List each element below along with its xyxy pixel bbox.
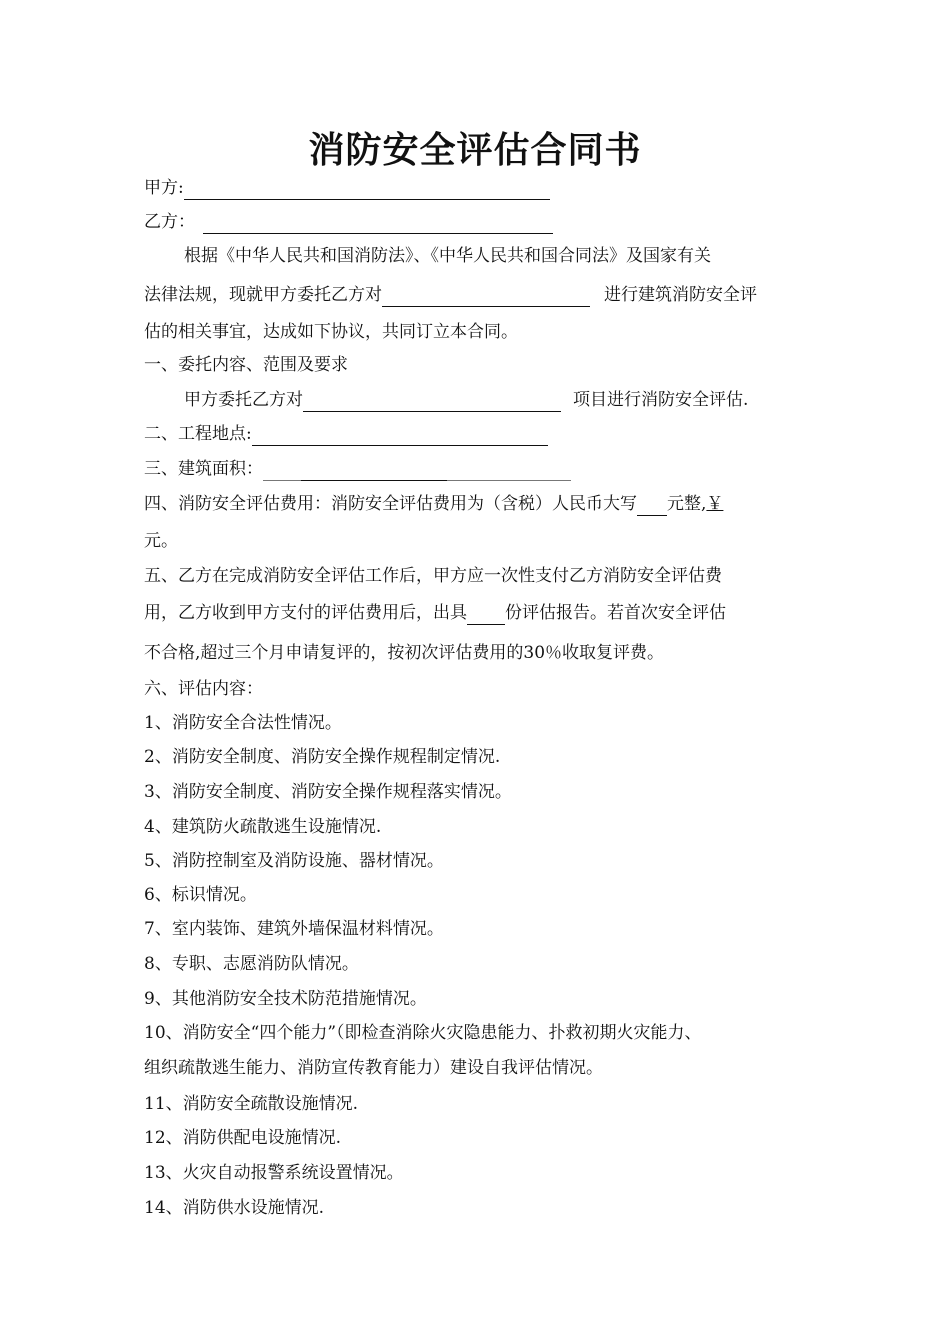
section-5-line-2 <box>144 601 814 625</box>
assessment-item-3: 3、消防安全制度、消防安全操作规程落实情况。 <box>144 782 512 802</box>
currency-symbol: ￥ <box>706 494 724 514</box>
section-2-label: 二、工程地点: <box>144 424 252 444</box>
assessment-item-10-cont: 组织疏散逃生能力、消防宣传教育能力）建设自我评估情况。 <box>144 1058 603 1078</box>
party-b-label: 乙方： <box>144 212 195 232</box>
assessment-item-9: 9、其他消防安全技术防范措施情况。 <box>144 989 427 1009</box>
section-2-line <box>144 422 814 446</box>
party-b-blank <box>203 214 553 234</box>
section-5-line-2-end: 份评估报告。若首次安全评估 <box>505 603 726 623</box>
report-count-blank <box>467 605 505 625</box>
section-1-body-start: 甲方委托乙方对 <box>184 390 303 410</box>
section-5-line-2-start: 用，乙方收到甲方支付的评估费用后，出具 <box>144 603 467 623</box>
section-4-line-2: 元。 <box>144 531 178 551</box>
intro-line-3: 估的相关事宜，达成如下协议，共同订立本合同。 <box>144 322 518 342</box>
party-a-line <box>144 176 814 200</box>
section-5-line-3: 不合格,超过三个月申请复评的，按初次评估费用的30％收取复评费。 <box>144 643 665 663</box>
intro-line-2-end: 进行建筑消防安全评 <box>604 285 757 305</box>
section-4-line-1 <box>144 492 814 516</box>
assessment-item-12: 12、消防供配电设施情况. <box>144 1128 342 1148</box>
area-blank-right <box>447 461 571 481</box>
section-3-line <box>144 457 814 481</box>
area-blank-left <box>263 461 301 481</box>
site-location-blank <box>252 426 548 446</box>
intro-line-2-start: 法律法规，现就甲方委托乙方对 <box>144 285 382 305</box>
assessment-item-14: 14、消防供水设施情况. <box>144 1198 325 1218</box>
assessment-item-1: 1、消防安全合法性情况。 <box>144 713 342 733</box>
assessment-item-8: 8、专职、志愿消防队情况。 <box>144 954 359 974</box>
section-4-text: 四、消防安全评估费用：消防安全评估费用为（含税）人民币大写 <box>144 494 637 514</box>
section-1-heading: 一、委托内容、范围及要求 <box>144 355 348 375</box>
party-a-blank <box>184 180 550 200</box>
party-b-line <box>144 210 814 234</box>
section-6-heading: 六、评估内容： <box>144 679 263 699</box>
assessment-item-4: 4、建筑防火疏散逃生设施情况. <box>144 817 382 837</box>
section-1-body <box>184 388 814 412</box>
assessment-item-11: 11、消防安全疏散设施情况. <box>144 1094 359 1114</box>
party-a-label: 甲方: <box>144 178 184 198</box>
assessment-item-7: 7、室内装饰、建筑外墙保温材料情况。 <box>144 919 444 939</box>
intro-line-1: 根据《中华人民共和国消防法》、《中华人民共和国合同法》及国家有关 <box>184 246 711 266</box>
document-title: 消防安全评估合同书 <box>308 129 642 171</box>
assessment-item-5: 5、消防控制室及消防设施、器材情况。 <box>144 851 444 871</box>
section-4-yuan: 元整, <box>667 494 707 514</box>
assessment-item-13: 13、火灾自动报警系统设置情况。 <box>144 1163 404 1183</box>
assessment-item-10: 10、消防安全“四个能力”（即检查消除火灾隐患能力、扑救初期火灾能力、 <box>144 1023 702 1043</box>
project-blank <box>382 287 590 307</box>
section-1-body-end: 项目进行消防安全评估. <box>573 390 749 410</box>
section-5-line-1: 五、乙方在完成消防安全评估工作后，甲方应一次性支付乙方消防安全评估费 <box>144 566 722 586</box>
fee-words-blank <box>637 496 667 516</box>
area-blank-middle <box>301 461 447 481</box>
section-1-project-blank <box>303 392 561 412</box>
assessment-item-6: 6、标识情况。 <box>144 885 257 905</box>
assessment-item-2: 2、消防安全制度、消防安全操作规程制定情况. <box>144 747 501 767</box>
section-3-label: 三、建筑面积： <box>144 459 263 479</box>
intro-line-2 <box>144 283 814 307</box>
